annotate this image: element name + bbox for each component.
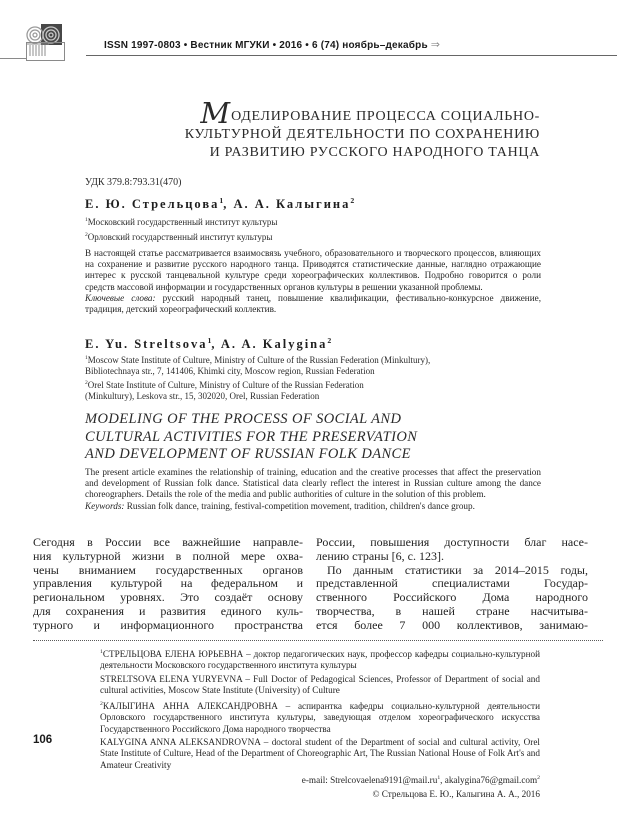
email-address-1: Strelcovaelena9191@mail.ru xyxy=(330,775,438,786)
affiliation-en-1: $^1$Moscow State Institute of Culture, Ministry of Culture of the Russian Federation (Minkultury), Bibliotechnaya str., 7, 141406, Khimki city, Moscow region, Russian Federation xyxy=(85,355,431,376)
footnote-author2-en: KALYGINA ANNA ALEKSANDROVNA – doctoral student of the Department of social and cultural activity, Orel State Institute of Culture, Head of the Department of Choreographic Art, The Russian National House of Folk Art's and Amateur Creativity xyxy=(100,736,540,770)
footnote-author1-en: STRELTSOVA ELENA YURYEVNA – Full Doctor of Pedagogical Sciences, Professor of Department of social and cultural activities, Moscow State Institute (University) of Culture xyxy=(100,673,540,696)
body-line: России, повышения доступности благ насе- xyxy=(316,535,588,549)
arrow-right-icon: ⇒ xyxy=(430,39,441,51)
keywords-ru-label: Ключевые слова: xyxy=(85,292,156,303)
body-line: ственного Российского Дома народного xyxy=(316,590,588,605)
body-line: управления культурой на федеральном и xyxy=(33,576,303,591)
body-line: представленной специалистами Государ- xyxy=(316,576,588,591)
author1-en-sup: 1 xyxy=(207,336,212,345)
footnote-separator xyxy=(33,640,603,641)
email-address-2: akalygina76@gmail.com xyxy=(444,775,538,786)
body-column-right xyxy=(316,536,588,633)
header-left-rule xyxy=(0,58,27,59)
article-title-en xyxy=(85,411,417,464)
footnote-author2-ru: $^2$КАЛЫГИНА АННА АЛЕКСАНДРОВНА – аспирантка кафедры социально-культурной деятельности Орловского государственного института культуры, заведующая отделом хореографического искусства Государственного Российского Дома народного творчества xyxy=(100,700,540,734)
keywords-ru: Ключевые слова: русский народный танец, повышение квалификации, фестивально-конкурсное движение, традиция, детский хореографический коллектив. xyxy=(85,292,541,315)
body-line: чены вниманием государственных органов xyxy=(33,562,303,577)
keywords-en: Keywords: Russian folk dance, training, festival-competition movement, tradition, children's dance group. xyxy=(85,500,475,511)
logo-frame-line xyxy=(26,42,65,61)
affiliation-en-2: $^2$Orel State Institute of Culture, Ministry of Culture of the Russian Federation (Minkultury), Leskova str., 15, 302020, Orel, Russian Federation xyxy=(85,380,364,401)
title-en-line1: MODELING OF THE PROCESS OF SOCIAL AND xyxy=(85,411,402,427)
article-title-ru xyxy=(98,96,540,162)
body-line: для сохранения и развития единого куль- xyxy=(33,603,303,618)
abstract-ru xyxy=(85,248,541,315)
title-ru-line2: КУЛЬТУРНОЙ ДЕЯТЕЛЬНОСТИ ПО СОХРАНЕНИЮ xyxy=(184,127,540,142)
title-drop-cap: М xyxy=(200,96,231,130)
title-en-line3: AND DEVELOPMENT OF RUSSIAN FOLK DANCE xyxy=(85,446,411,462)
keywords-en-label: Keywords: xyxy=(85,500,125,511)
journal-issn-line xyxy=(104,38,440,51)
footnote-author1-ru: $^1$СТРЕЛЬЦОВА ЕЛЕНА ЮРЬЕВНА – доктор педагогических наук, профессор кафедры социально-культурной деятельности Московского государственного института культуры xyxy=(100,649,540,671)
abstract-en-text: The present article examines the relationship of training, education and the creative processes that affect the preservation and development of Russian folk dance. Statistical data clearly reflect the interest in Russian culture among the dance choreographers. Details the role of the media and public authorities of culture in the solution of this problem. xyxy=(85,467,541,500)
issn-text: ISSN 1997-0803 • Вестник МГУКИ • 2016 • 6 (74) ноябрь–декабрь xyxy=(104,40,431,51)
body-line: творчества, в нашей стране насчитыва- xyxy=(316,603,588,618)
email-line: e-mail: $Strelcovaelena9191@mail.ru^1$, akalygina76@gmail.com$^2$ xyxy=(301,775,540,786)
body-line: ния культурной жизни в полной мере охва- xyxy=(33,548,303,563)
copyright-line: © Стрельцова Е. Ю., Калыгина А. А., 2016 xyxy=(372,788,540,799)
body-line: По данным статистики за 2014–2015 годы, xyxy=(327,562,588,577)
header-rule xyxy=(86,55,617,56)
author2-en-sup: 2 xyxy=(327,336,332,345)
title-ru-line3: И РАЗВИТИЮ РУССКОГО НАРОДНОГО ТАНЦА xyxy=(209,145,540,160)
body-line: лению страны [6, с. 123]. xyxy=(316,548,444,563)
title-ru-line1: МОДЕЛИРОВАНИЕ ПРОЦЕССА СОЦИАЛЬНО- xyxy=(200,96,540,130)
author2-sup: 2 xyxy=(350,196,355,205)
author1-sup: 1 xyxy=(219,196,224,205)
affiliation-ru-2: $^2$Орловский государственный институт культуры xyxy=(85,232,273,242)
body-line: турного и информационного пространства xyxy=(33,617,303,632)
footnotes xyxy=(100,647,540,802)
abstract-ru-text: В настоящей статье рассматривается взаимосвязь учебного, образовательного и творческого процессов, влияющих на сохранение и развитие русского народного танца. Приводятся статистические данные, наглядно отражающие интерес к русской танцевальной культуре среди хореографических коллективов. Подробно говорится о роли средств массовой информации и государственных органов культуры в решении указанной проблемы. xyxy=(85,248,541,292)
body-column-left xyxy=(33,536,303,633)
affiliation-ru-1: $^1$Московский государственный институт культуры xyxy=(85,217,278,227)
page-number: 106 xyxy=(33,734,53,746)
authors-en: E. Yu. Streltsova$^1$, A. A. Kalygina$^2$ xyxy=(85,336,332,352)
body-line: ется более 7 000 коллективов, занимаю- xyxy=(316,617,588,632)
authors-ru: Е. Ю. Стрельцова$^1$, А. А. Калыгина$^2$ xyxy=(85,196,355,212)
title-en-line2: CULTURAL ACTIVITIES FOR THE PRESERVATION xyxy=(85,428,418,445)
body-line: региональном уровнях. Это создаёт основу xyxy=(33,590,303,605)
body-line: Сегодня в России все важнейшие направле- xyxy=(33,535,303,549)
abstract-en xyxy=(85,467,541,512)
udc-code: УДК 379.8:793.31(470) xyxy=(85,177,182,188)
